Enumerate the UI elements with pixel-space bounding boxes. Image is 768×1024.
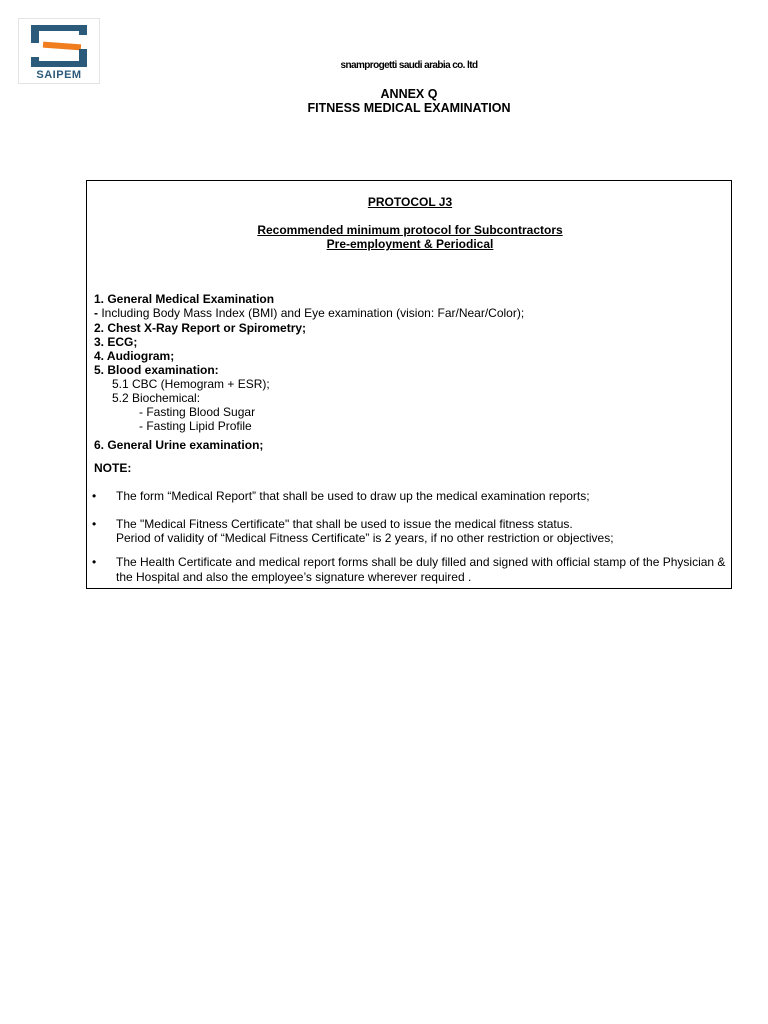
bullet-icon: • <box>92 517 97 531</box>
logo-bar <box>43 42 81 51</box>
document-title <box>0 87 768 115</box>
dash: - <box>94 306 98 320</box>
item-chest-xray: 2. Chest X-Ray Report or Spirometry; <box>94 321 307 335</box>
detail-text: Including Body Mass Index (BMI) and Eye examination (vision: Far/Near/Color); <box>98 306 525 320</box>
item-biochemical: 5.2 Biochemical: <box>112 391 201 405</box>
annex-label: ANNEX Q <box>380 87 438 101</box>
note-fitness-validity: Period of validity of “Medical Fitness Certificate” is 2 years, if no other restriction or objectives; <box>116 531 614 545</box>
logo-top-shape <box>31 25 87 43</box>
annex-subtitle: FITNESS MEDICAL EXAMINATION <box>307 101 511 115</box>
protocol-title: PROTOCOL J3 <box>367 195 453 209</box>
item-audiogram: 4. Audiogram; <box>94 349 175 363</box>
company-name: snamprogetti saudi arabia co. ltd <box>340 60 478 71</box>
bullet-icon: • <box>92 555 97 569</box>
item-general-medical: 1. General Medical Examination <box>94 292 275 306</box>
item-fasting-lipid: - Fasting Lipid Profile <box>139 419 252 433</box>
protocol-heading-2: Pre-employment & Periodical <box>326 237 494 251</box>
item-general-medical-detail <box>94 306 524 320</box>
item-fasting-sugar: - Fasting Blood Sugar <box>139 405 256 419</box>
note-label: NOTE: <box>94 461 132 475</box>
note-fitness-certificate: The "Medical Fitness Certificate" that shall be used to issue the medical fitness status. <box>116 517 573 531</box>
bullet-icon: • <box>92 489 97 503</box>
item-ecg: 3. ECG; <box>94 335 138 349</box>
protocol-box <box>86 180 732 589</box>
note-medical-report: The form “Medical Report” that shall be used to draw up the medical examination reports; <box>116 489 590 503</box>
company-logo <box>18 18 100 84</box>
logo-text: SAIPEM <box>36 69 82 81</box>
protocol-heading-1: Recommended minimum protocol for Subcontractors <box>257 223 563 237</box>
item-cbc: 5.1 CBC (Hemogram + ESR); <box>112 377 270 391</box>
item-urine: 6. General Urine examination; <box>94 438 264 452</box>
item-blood: 5. Blood examination: <box>94 363 219 377</box>
note-health-certificate: The Health Certificate and medical report forms shall be duly filled and signed with official stamp of the Physician & the Hospital and also the employee’s signature wherever required . <box>116 555 726 584</box>
